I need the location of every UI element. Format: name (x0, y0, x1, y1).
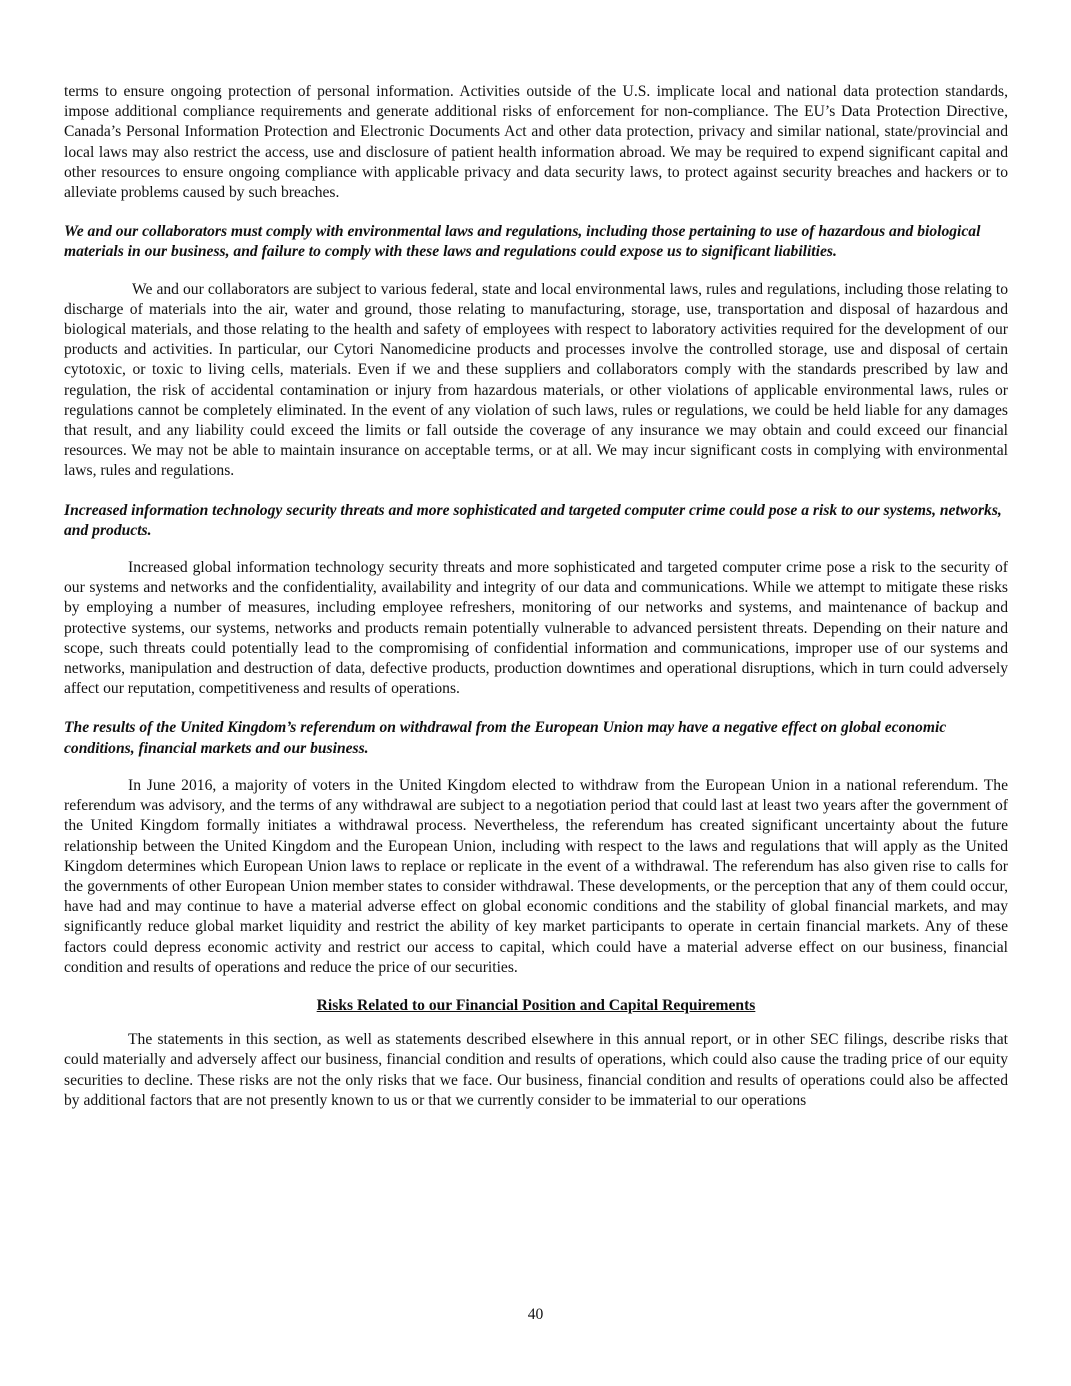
heading-brexit: The results of the United Kingdom’s referendum on withdrawal from the European Union may have a negative effect on global economic conditions, financial markets and our business. (64, 719, 947, 757)
paragraph-data-protection: terms to ensure ongoing protection of personal information. Activities outside of the U.S. implicate local and national data protection standards, impose additional compliance requirements and generate additional risks of enforcement for non-compliance. The EU’s Data Protection Directive, Canada’s Personal Information Protection and Electronic Documents Act and other data protection, privacy and similar national, state/provincial and local laws may also restrict the access, use and disclosure of patient health information abroad. We may be required to expend significant capital and other resources to ensure ongoing compliance with applicable privacy and data security laws, to protect against security breaches and hackers or to alleviate problems caused by such breaches. (64, 83, 1008, 202)
heading-environmental-laws: We and our collaborators must comply with environmental laws and regulations, including those pertaining to use of hazardous and biological materials in our business, and failure to comply with these laws and regulations could expose us to significant liabilities. (64, 223, 981, 261)
paragraph-it-security: Increased global information technology security threats and more sophisticated and targeted computer crime pose a risk to the security of our systems and networks and the confidentiality, availability and integrity of our data and communications. While we attempt to mitigate these risks by employing a number of measures, including employee refreshers, monitoring of our networks and systems, and maintenance of backup and protective systems, our systems, networks and products remain potentially vulnerable to advanced persistent threats. Depending on their nature and scope, such threats could potentially lead to the compromising of confidential information and communications, improper use of our systems and networks, manipulation and destruction of data, defective products, production downtimes and operational disruptions, which in turn could adversely affect our reputation, competitiveness and results of operations. (64, 559, 1008, 698)
paragraph-financial-risks: The statements in this section, as well as statements described elsewhere in this annual report, or in other SEC filings, describe risks that could materially and adversely affect our business, financial condition and results of operations, which could also cause the trading price of our equity securities to decline. These risks are not the only risks that we face. Our business, financial condition and results of operations could also be affected by additional factors that are not presently known to us or that we currently consider to be immaterial to our operations (64, 1031, 1008, 1109)
heading-it-security: Increased information technology security threats and more sophisticated and targeted computer crime could pose a risk to our systems, networks, and products. (64, 501, 1002, 539)
page-number: 40 (527, 1306, 544, 1323)
section-heading-financial-risks: Risks Related to our Financial Position and Capital Requirements (316, 996, 756, 1014)
document-page (64, 82, 1008, 1111)
paragraph-environmental-laws: We and our collaborators are subject to various federal, state and local environmental laws, rules and regulations, including those relating to discharge of materials into the air, water and ground, those relating to manufacturing, storage, use, transportation and disposal of hazardous and biological materials, and those relating to the health and safety of employees with respect to laboratory activities required for the development of our products and activities. In particular, our Cytori Nanomedicine products and processes involve the controlled storage, use and disposal of certain cytotoxic, or toxic to living cells, materials. Even if we and these suppliers and collaborators comply with the standards prescribed by law and regulation, the risk of accidental contamination or injury from hazardous materials, or other violations of applicable environmental laws, rules or regulations cannot be completely eliminated. In the event of any violation of such laws, rules or regulations, we could be held liable for any damages that result, and any liability could exceed the limits or fall outside the coverage of any insurance we may obtain and could exceed our financial resources. We may not be able to maintain insurance on acceptable terms, or at all. We may incur significant costs in complying with environmental laws, rules and regulations. (64, 280, 1008, 480)
paragraph-brexit: In June 2016, a majority of voters in the United Kingdom elected to withdraw from the European Union in a national referendum. The referendum was advisory, and the terms of any withdrawal are subject to a negotiation period that could last at least two years after the government of the United Kingdom formally initiates a withdrawal process. Nevertheless, the referendum has created significant uncertainty about the future relationship between the United Kingdom and the European Union, including with respect to the laws and regulations that will apply as the United Kingdom determines which European Union laws to replace or replicate in the event of a withdrawal. The referendum has also given rise to calls for the governments of other European Union member states to consider withdrawal. These developments, or the perception that any of them could occur, have had and may continue to have a material adverse effect on global economic conditions and the stability of global financial markets, and may significantly reduce global market liquidity and restrict the ability of key market participants to operate in certain financial markets. Any of these factors could depress economic activity and restrict our access to capital, which could have a material adverse effect on our business, financial condition and results of operations and reduce the price of our securities. (64, 776, 1008, 976)
